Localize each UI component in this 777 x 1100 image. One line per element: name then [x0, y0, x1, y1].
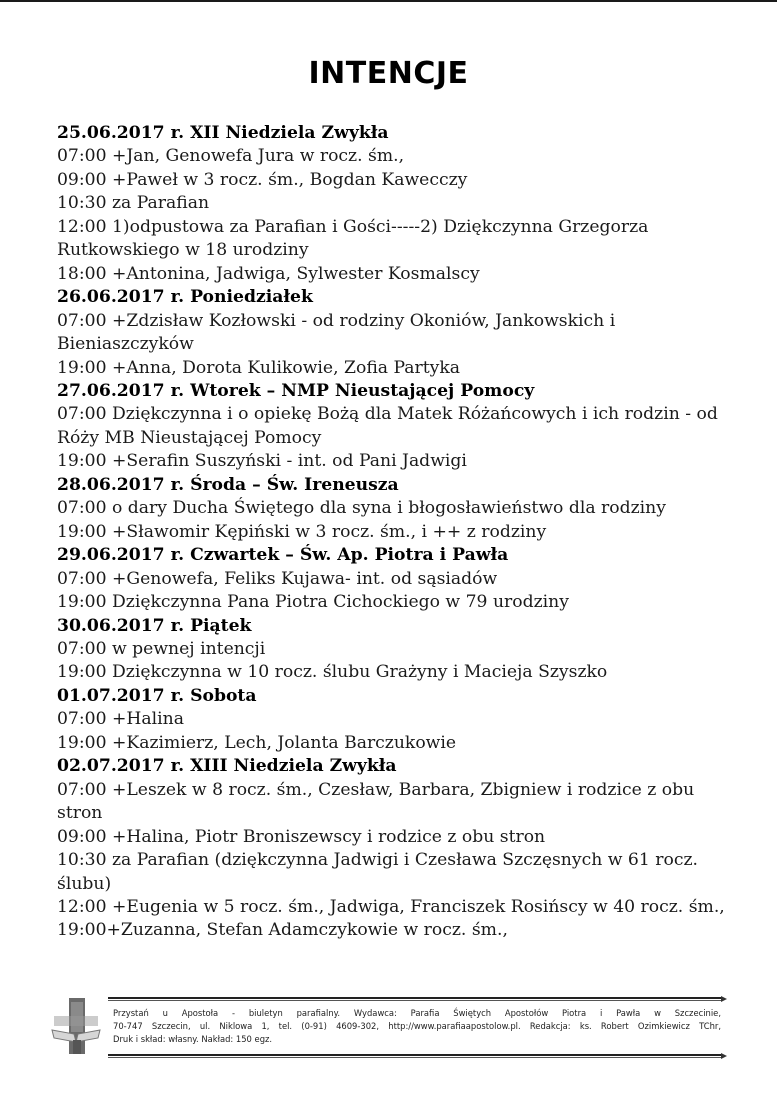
- footer-line-1: Przystań u Apostoła - biuletyn parafialny. Wydawca: Parafia Świętych Apostołów Piotra i Pawła w Szczecinie,: [113, 1008, 721, 1018]
- day-section: [57, 286, 737, 380]
- day-heading: 25.06.2017 r. XII Niedziela Zwykła: [57, 123, 389, 143]
- intention-entry: 19:00 +Sławomir Kępiński w 3 rocz. śm., i ++ z rodziny: [57, 521, 547, 542]
- intentions-list: [57, 122, 737, 943]
- intention-entry: 07:00 +Halina: [57, 709, 184, 730]
- intention-entry: 09:00 +Halina, Piotr Broniszewscy i rodzice z obu stron: [57, 826, 546, 847]
- parish-logo-icon: [48, 996, 104, 1056]
- intention-entry: 07:00 o dary Ducha Świętego dla syna i błogosławieństwo dla rodziny: [57, 498, 666, 519]
- day-section: [57, 474, 737, 544]
- day-heading: 26.06.2017 r. Poniedziałek: [57, 287, 313, 308]
- intention-entry: 07:00 +Zdzisław Kozłowski - od rodziny Okoniów, Jankowskich i Bieniaszczyków: [57, 310, 616, 355]
- intention-entry: 07:00 w pewnej intencji: [57, 638, 266, 659]
- cross-book-icon: [48, 996, 104, 1056]
- day-heading: 02.07.2017 r. XIII Niedziela Zwykła: [57, 756, 397, 777]
- intention-entry: 19:00 Dziękczynna Pana Piotra Cichockiego w 79 urodziny: [57, 592, 569, 613]
- day-heading: 30.06.2017 r. Piątek: [57, 615, 252, 636]
- intention-entry: 09:00 +Paweł w 3 rocz. śm., Bogdan Kawecczy: [57, 169, 468, 190]
- day-heading: 29.06.2017 r. Czwartek – Św. Ap. Piotra i Pawła: [57, 545, 509, 566]
- intention-entry: 07:00 Dziękczynna i o opiekę Bożą dla Matek Różańcowych i ich rodzin - od Róży MB Nieustającej Pomocy: [57, 404, 718, 448]
- day-section: [57, 685, 737, 755]
- day-section: [57, 122, 737, 286]
- intention-entry: 07:00 +Jan, Genowefa Jura w rocz. śm.,: [57, 146, 405, 167]
- day-heading: 01.07.2017 r. Sobota: [57, 685, 257, 706]
- intention-entry: 10:30 za Parafian: [57, 193, 210, 214]
- intention-entry: 18:00 +Antonina, Jadwiga, Sylwester Kosmalscy: [57, 263, 480, 284]
- intention-entry: 19:00 +Anna, Dorota Kulikowie, Zofia Partyka: [57, 357, 461, 378]
- intention-entry: 12:00 1)odpustowa za Parafian i Gości-----2) Dziękczynna Grzegorza Rutkowskiego w 18 urodziny: [57, 216, 649, 261]
- day-section: [57, 755, 737, 943]
- intention-entry: 19:00 +Kazimierz, Lech, Jolanta Barczukowie: [57, 732, 457, 753]
- page-title: INTENCJE: [308, 56, 469, 91]
- intention-entry: 07:00 +Leszek w 8 rocz. śm., Czesław, Barbara, Zbigniew i rodzice z obu stron: [57, 779, 695, 824]
- day-heading: 27.06.2017 r. Wtorek – NMP Nieustającej Pomocy: [57, 380, 535, 401]
- day-section: [57, 615, 737, 685]
- footer-top-rule: [108, 997, 723, 1001]
- intention-entry: 19:00 +Serafin Suszyński - int. od Pani Jadwigi: [57, 451, 467, 472]
- intention-entry: 12:00 +Eugenia w 5 rocz. śm., Jadwiga, Franciszek Rosińscy w 40 rocz. śm.,: [57, 896, 725, 917]
- footer-bottom-rule: [108, 1054, 723, 1058]
- footer-line-2: 70-747 Szczecin, ul. Niklowa 1, tel. (0-91) 4609-302, http://www.parafiaapostolow.pl. Redakcja: ks. Robert Ozimkiewicz TChr,: [113, 1021, 721, 1031]
- intention-entry: 10:30 za Parafian (dziękczynna Jadwigi i Czesława Szczęsnych w 61 rocz. ślubu): [57, 850, 698, 894]
- intention-entry: 19:00+Zuzanna, Stefan Adamczykowie w rocz. śm.,: [57, 920, 508, 941]
- day-section: [57, 544, 737, 614]
- day-section: [57, 380, 737, 474]
- intention-entry: 07:00 +Genowefa, Feliks Kujawa- int. od sąsiadów: [57, 568, 498, 589]
- top-border-rule: [0, 0, 777, 2]
- footer-line-3: Druk i skład: własny. Nakład: 150 egz.: [113, 1034, 273, 1044]
- day-heading: 28.06.2017 r. Środa – Św. Ireneusza: [57, 474, 399, 495]
- footer-colophon: [113, 1007, 721, 1046]
- intention-entry: 19:00 Dziękczynna w 10 rocz. ślubu Grażyny i Macieja Szyszko: [57, 662, 608, 683]
